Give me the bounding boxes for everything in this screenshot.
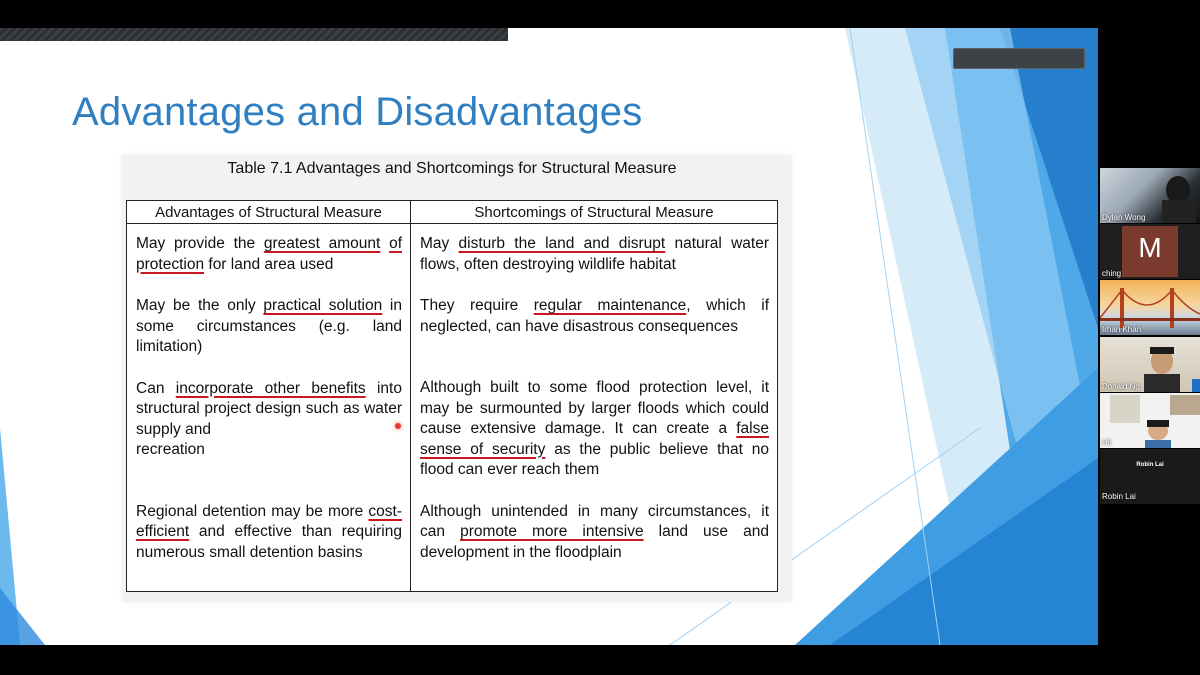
participant-caption: Robin Lai xyxy=(1136,462,1164,468)
advantage-item-2: May be the only practical solution in some circumstances (e.g. land limitation) xyxy=(136,297,402,355)
participant-name: Hii xyxy=(1102,438,1112,447)
participant-name: Robin Lai xyxy=(1102,492,1136,501)
underlined-phrase: disturb the land and disrupt xyxy=(458,235,666,252)
advantage-item-4: Regional detention may be more cost-efficient and effective than requiring numerous small detention basins xyxy=(136,502,402,561)
advantage-item-1: May provide the greatest amount of protection for land area used xyxy=(136,235,403,273)
video-tile-hii[interactable] xyxy=(1100,393,1200,448)
participant-name: Dylan Wong xyxy=(1102,213,1146,222)
presentation-slide xyxy=(0,28,1098,645)
shortcoming-item-4: Although unintended in many circumstances, it can promote more intensive land use and development in the floodplain xyxy=(420,502,769,561)
underlined-phrase: promote more intensive xyxy=(460,523,644,540)
header-advantages: Advantages of Structural Measure xyxy=(127,201,411,224)
video-tile-dylan-wong[interactable] xyxy=(1100,168,1200,223)
shortcoming-item-3: Although built to some flood protection level, it may be surmounted by larger floods which could cause extensive damage. It can create a false sense of security as the public believe that no flood can ever reach them xyxy=(420,379,769,478)
underlined-phrase: practical solution xyxy=(263,297,383,314)
video-tile-ching[interactable] xyxy=(1100,224,1200,279)
screen-share-indicator[interactable] xyxy=(953,48,1085,69)
underlined-phrase: regular maintenance xyxy=(533,297,687,314)
header-shortcomings: Shortcomings of Structural Measure xyxy=(411,201,778,224)
shortcoming-item-1: May disturb the land and disrupt natural water flows, often destroying wildlife habitat xyxy=(420,235,769,273)
participant-video-icon xyxy=(1100,393,1200,448)
underlined-phrase: greatest amount xyxy=(263,235,381,252)
avatar-initial: M xyxy=(1138,232,1162,263)
laser-pointer-dot xyxy=(395,423,401,429)
participant-name: Irhan Khan xyxy=(1102,325,1142,334)
underlined-phrase: cost-efficient xyxy=(136,502,402,540)
slide-title: Advantages and Disadvantages xyxy=(72,90,643,134)
underlined-phrase: incorporate other benefits xyxy=(175,379,366,397)
advantages-column xyxy=(127,224,411,592)
shortcoming-item-2: They require regular maintenance, which if neglected, can have disastrous consequences xyxy=(420,297,769,335)
video-tile-robin-lai[interactable] xyxy=(1100,449,1200,504)
participant-name: ching xyxy=(1102,269,1122,278)
shortcomings-column xyxy=(411,224,778,592)
comparison-table xyxy=(126,200,778,592)
underlined-phrase: false sense of security xyxy=(420,420,769,458)
underlined-phrase: of protection xyxy=(136,235,403,273)
video-tile-irhan-khan[interactable] xyxy=(1100,280,1200,335)
advantage-item-3: Can incorporate other benefits into structural project design such as water supply and recreation xyxy=(136,379,402,458)
table-caption: Table 7.1 Advantages and Shortcomings for Structural Measure xyxy=(227,160,677,177)
video-tile-donald-ng[interactable] xyxy=(1100,337,1200,392)
participant-name: Donald Ng xyxy=(1102,382,1140,391)
